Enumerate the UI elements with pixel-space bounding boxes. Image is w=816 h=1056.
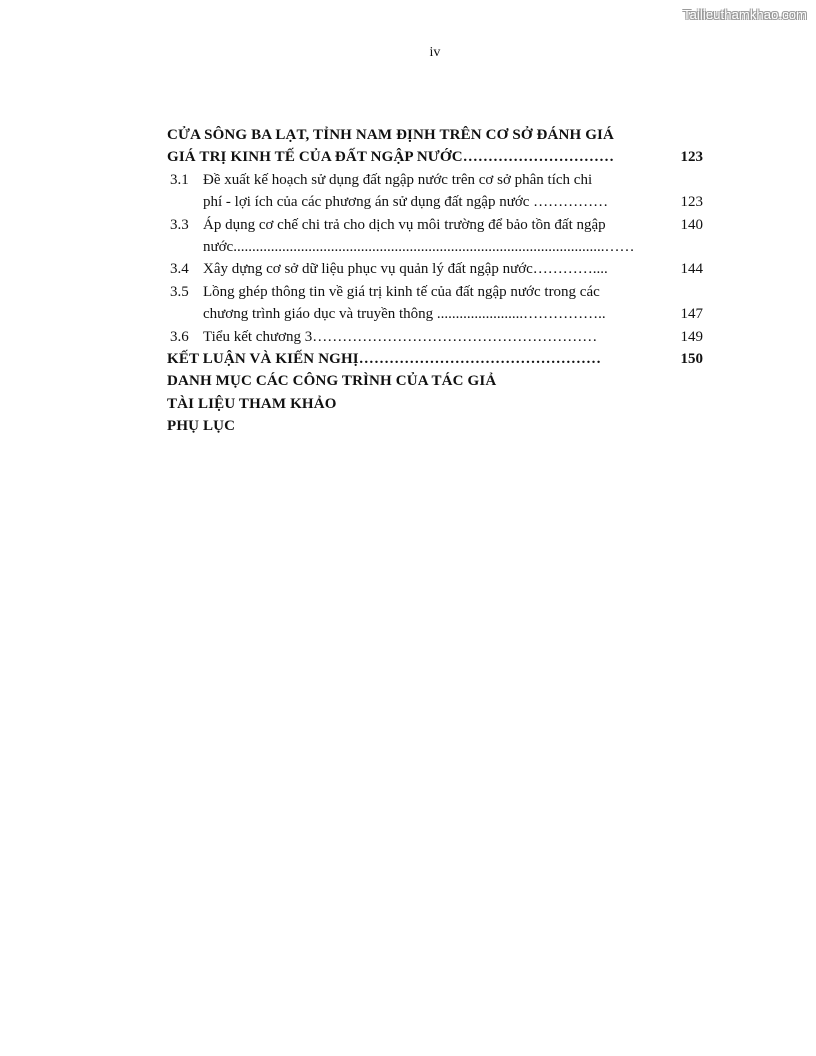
toc-page xyxy=(663,393,703,415)
toc-page xyxy=(663,169,703,191)
toc-line xyxy=(167,348,703,370)
toc-text: Áp dụng cơ chế chi trả cho dịch vụ môi trường để bảo tồn đất ngập xyxy=(203,216,606,233)
toc-line xyxy=(167,370,703,392)
toc-section-number: 3.6 xyxy=(170,328,189,345)
toc-text: chương trình giáo dục và truyền thông .......................…………….. xyxy=(203,306,606,323)
toc-page xyxy=(663,415,703,437)
toc-page: 150 xyxy=(680,350,703,367)
toc-text: nước...................................................................................................…… xyxy=(203,238,635,255)
toc-text: CỬA SÔNG BA LẠT, TỈNH NAM ĐỊNH TRÊN CƠ SỞ ĐÁNH GIÁ xyxy=(167,127,615,143)
toc-page: 140 xyxy=(680,216,703,233)
toc-page xyxy=(663,281,703,303)
page-number: iv xyxy=(429,45,441,60)
toc-section-number xyxy=(167,191,203,213)
toc-line xyxy=(167,303,703,325)
toc-section-number: 3.4 xyxy=(170,261,189,278)
toc-page: 123 xyxy=(680,194,703,211)
toc-section-number: 3.1 xyxy=(170,171,189,188)
toc-text: Xây dựng cơ sở dữ liệu phục vụ quản lý đất ngập nước………….... xyxy=(203,261,608,278)
toc-line xyxy=(167,393,703,415)
toc-page xyxy=(663,124,703,146)
toc-section-number xyxy=(167,303,203,325)
toc-text: TÀI LIỆU THAM KHẢO xyxy=(167,395,337,412)
toc-line xyxy=(167,214,703,236)
toc-line xyxy=(167,326,703,348)
toc-section-number xyxy=(167,236,203,258)
toc-text: Lồng ghép thông tin về giá trị kinh tế của đất ngập nước trong các xyxy=(203,283,600,300)
toc-line xyxy=(167,146,703,168)
toc-page xyxy=(663,236,703,258)
toc-page: 147 xyxy=(680,306,703,323)
toc-text: Đề xuất kế hoạch sử dụng đất ngập nước trên cơ sở phân tích chi xyxy=(203,171,593,188)
toc-page: 149 xyxy=(680,328,703,345)
toc-line xyxy=(167,236,703,258)
toc-line xyxy=(167,191,703,213)
toc-section-number: 3.3 xyxy=(170,216,189,233)
toc-line xyxy=(167,258,703,280)
toc-page: 123 xyxy=(680,149,703,166)
table-of-contents xyxy=(167,124,703,437)
toc-page xyxy=(663,370,703,392)
toc-text: PHỤ LỤC xyxy=(167,418,236,435)
toc-text: phí - lợi ích của các phương án sử dụng đất ngập nước …………… xyxy=(203,194,609,211)
toc-section-number: 3.5 xyxy=(170,283,189,300)
toc-line xyxy=(167,124,703,146)
toc-line xyxy=(167,169,703,191)
toc-line xyxy=(167,415,703,437)
toc-text: Tiểu kết chương 3………………………………………………… xyxy=(203,328,598,345)
toc-page: 144 xyxy=(680,261,703,278)
toc-line xyxy=(167,281,703,303)
toc-text: DANH MỤC CÁC CÔNG TRÌNH CỦA TÁC GIẢ xyxy=(167,373,497,390)
watermark: Tailieuthamkhao.com xyxy=(682,7,807,22)
toc-text: GIÁ TRỊ KINH TẾ CỦA ĐẤT NGẬP NƯỚC………………………… xyxy=(167,149,615,166)
toc-text: KẾT LUẬN VÀ KIẾN NGHỊ………………………………………… xyxy=(167,350,602,367)
